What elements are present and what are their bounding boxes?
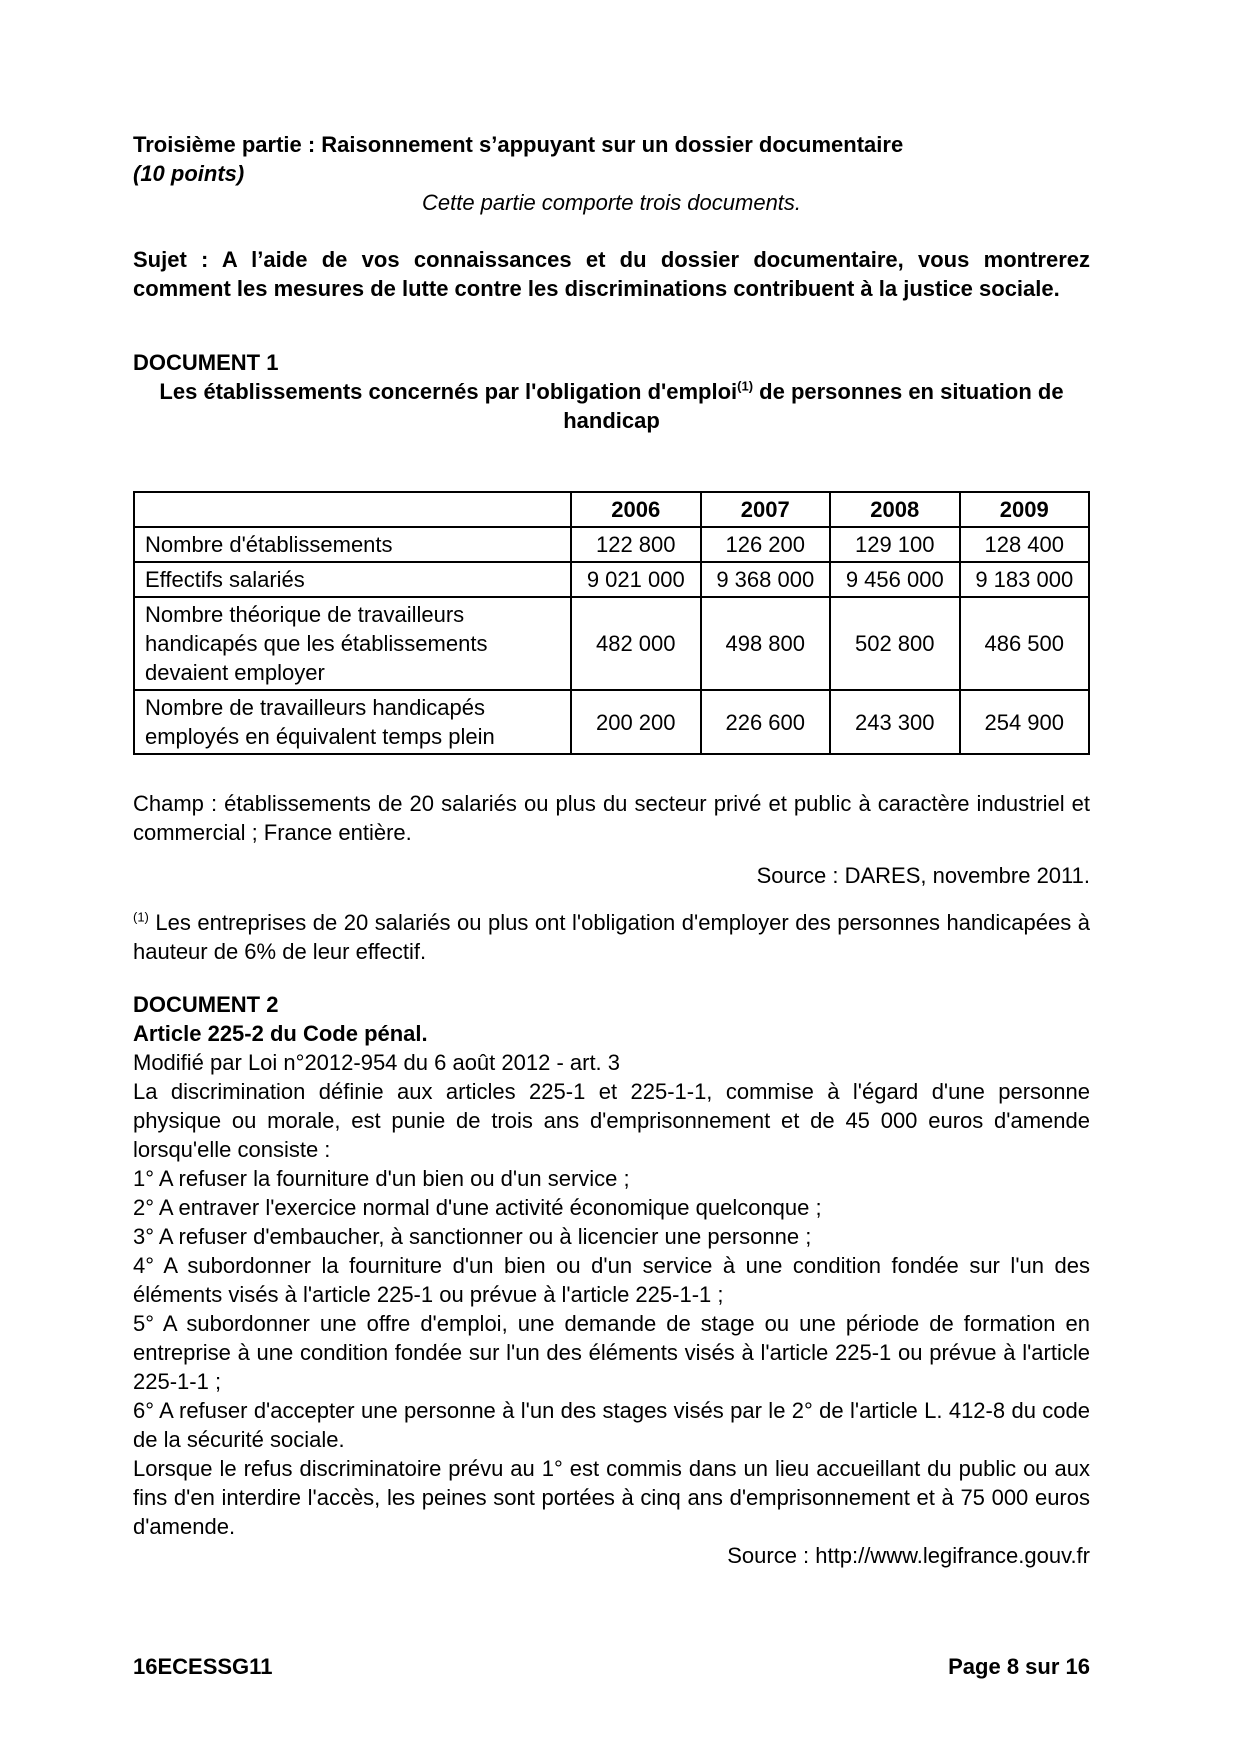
page-content — [133, 130, 1090, 1570]
row-value-2009: 486 500 — [960, 597, 1090, 690]
footnote-text: Les entreprises de 20 salariés ou plus ont l'obligation d'employer des personnes handicapées à hauteur de 6% de leur effectif. — [133, 910, 1091, 964]
doc2-modified-line: Modifié par Loi n°2012-954 du 6 août 2012 - art. 3 — [133, 1050, 621, 1075]
row-value-2006: 122 800 — [571, 527, 701, 562]
row-label: Nombre théorique de travailleurs handicapés que les établissements devaient employer — [134, 597, 571, 690]
document-2-section — [133, 990, 1090, 1570]
row-value-2009: 128 400 — [960, 527, 1090, 562]
part-title-line1: Troisième partie : Raisonnement s’appuyant sur un dossier documentaire — [133, 132, 904, 157]
doc2-source: Source : http://www.legifrance.gouv.fr — [727, 1543, 1090, 1568]
row-value-2006: 482 000 — [571, 597, 701, 690]
footer-page-number: Page 8 sur 16 — [948, 1654, 1090, 1679]
doc2-paragraph-intro: La discrimination définie aux articles 225-1 et 225-1-1, commise à l'égard d'une personne physique ou morale, est punie de trois ans d'emprisonnement et de 45 000 euros d'amende lorsqu'elle consiste : — [133, 1079, 1090, 1162]
doc2-item-6: 6° A refuser d'accepter une personne à l'un des stages visés par le 2° de l'article L. 412-8 du code de la sécurité sociale. — [133, 1398, 1090, 1452]
table-row-etablissements — [134, 527, 1089, 562]
doc2-item-3: 3° A refuser d'embaucher, à sanctionner ou à licencier une personne ; — [133, 1224, 812, 1249]
row-value-2007: 226 600 — [701, 690, 831, 754]
page-footer — [133, 1652, 1090, 1681]
part-title-points: (10 points) — [133, 161, 245, 186]
row-value-2008: 129 100 — [830, 527, 960, 562]
doc2-item-2: 2° A entraver l'exercice normal d'une activité économique quelconque ; — [133, 1195, 822, 1220]
row-value-2006: 9 021 000 — [571, 562, 701, 597]
row-value-2007: 9 368 000 — [701, 562, 831, 597]
doc1-heading: DOCUMENT 1 — [133, 350, 279, 375]
table-header-empty — [134, 492, 571, 527]
doc2-paragraph-final: Lorsque le refus discriminatoire prévu au 1° est commis dans un lieu accueillant du public ou aux fins d'en interdire l'accès, les peines sont portées à cinq ans d'emprisonnement et à 75 000 euros d'amende. — [133, 1456, 1090, 1539]
doc1-footnote — [133, 908, 1090, 966]
row-value-2009: 254 900 — [960, 690, 1090, 754]
doc1-title — [133, 377, 1090, 435]
table-header-2009: 2009 — [960, 492, 1090, 527]
doc2-item-1: 1° A refuser la fourniture d'un bien ou d'un service ; — [133, 1166, 630, 1191]
row-value-2006: 200 200 — [571, 690, 701, 754]
table-row-nombre-theorique — [134, 597, 1089, 690]
table-header-2006: 2006 — [571, 492, 701, 527]
doc2-item-5: 5° A subordonner une offre d'emploi, une demande de stage ou une période de formation en entreprise à une condition fondée sur l'un des éléments visés à l'article 225-1 ou prévue à l'article 225-1-1 ; — [133, 1311, 1090, 1394]
doc1-title-footnote-ref: (1) — [737, 378, 754, 394]
row-label: Nombre de travailleurs handicapés employés en équivalent temps plein — [134, 690, 571, 754]
table-header-2008: 2008 — [830, 492, 960, 527]
doc1-title-text-after: de personnes en situation de handicap — [563, 379, 1064, 433]
part-title — [133, 130, 1090, 188]
doc1-table — [133, 491, 1090, 755]
row-value-2009: 9 183 000 — [960, 562, 1090, 597]
document-1-section — [133, 348, 1090, 966]
sujet-paragraph: Sujet : A l’aide de vos connaissances et du dossier documentaire, vous montrerez comment les mesures de lutte contre les discriminations contribuent à la justice sociale. — [133, 247, 1090, 301]
doc2-heading: DOCUMENT 2 — [133, 992, 279, 1017]
footnote-marker: (1) — [133, 909, 149, 925]
row-label: Nombre d'établissements — [134, 527, 571, 562]
table-row-effectifs — [134, 562, 1089, 597]
footer-document-code: 16ECESSG11 — [133, 1654, 273, 1679]
row-value-2007: 126 200 — [701, 527, 831, 562]
table-row-travailleurs-employes — [134, 690, 1089, 754]
row-value-2008: 9 456 000 — [830, 562, 960, 597]
row-value-2008: 243 300 — [830, 690, 960, 754]
table-header-2007: 2007 — [701, 492, 831, 527]
doc1-champ-note: Champ : établissements de 20 salariés ou plus du secteur privé et public à caractère industriel et commercial ; France entière. — [133, 791, 1090, 845]
row-value-2007: 498 800 — [701, 597, 831, 690]
doc2-item-4: 4° A subordonner la fourniture d'un bien ou d'un service à une condition fondée sur l'un des éléments visés à l'article 225-1 ou prévue à l'article 225-1-1 ; — [133, 1253, 1090, 1307]
doc1-title-text: Les établissements concernés par l'obligation d'emploi — [159, 379, 738, 404]
table-header-row — [134, 492, 1089, 527]
doc2-article-title: Article 225-2 du Code pénal. — [133, 1021, 428, 1046]
doc1-source: Source : DARES, novembre 2011. — [756, 863, 1090, 888]
row-value-2008: 502 800 — [830, 597, 960, 690]
part-subtitle: Cette partie comporte trois documents. — [421, 190, 802, 215]
row-label: Effectifs salariés — [134, 562, 571, 597]
